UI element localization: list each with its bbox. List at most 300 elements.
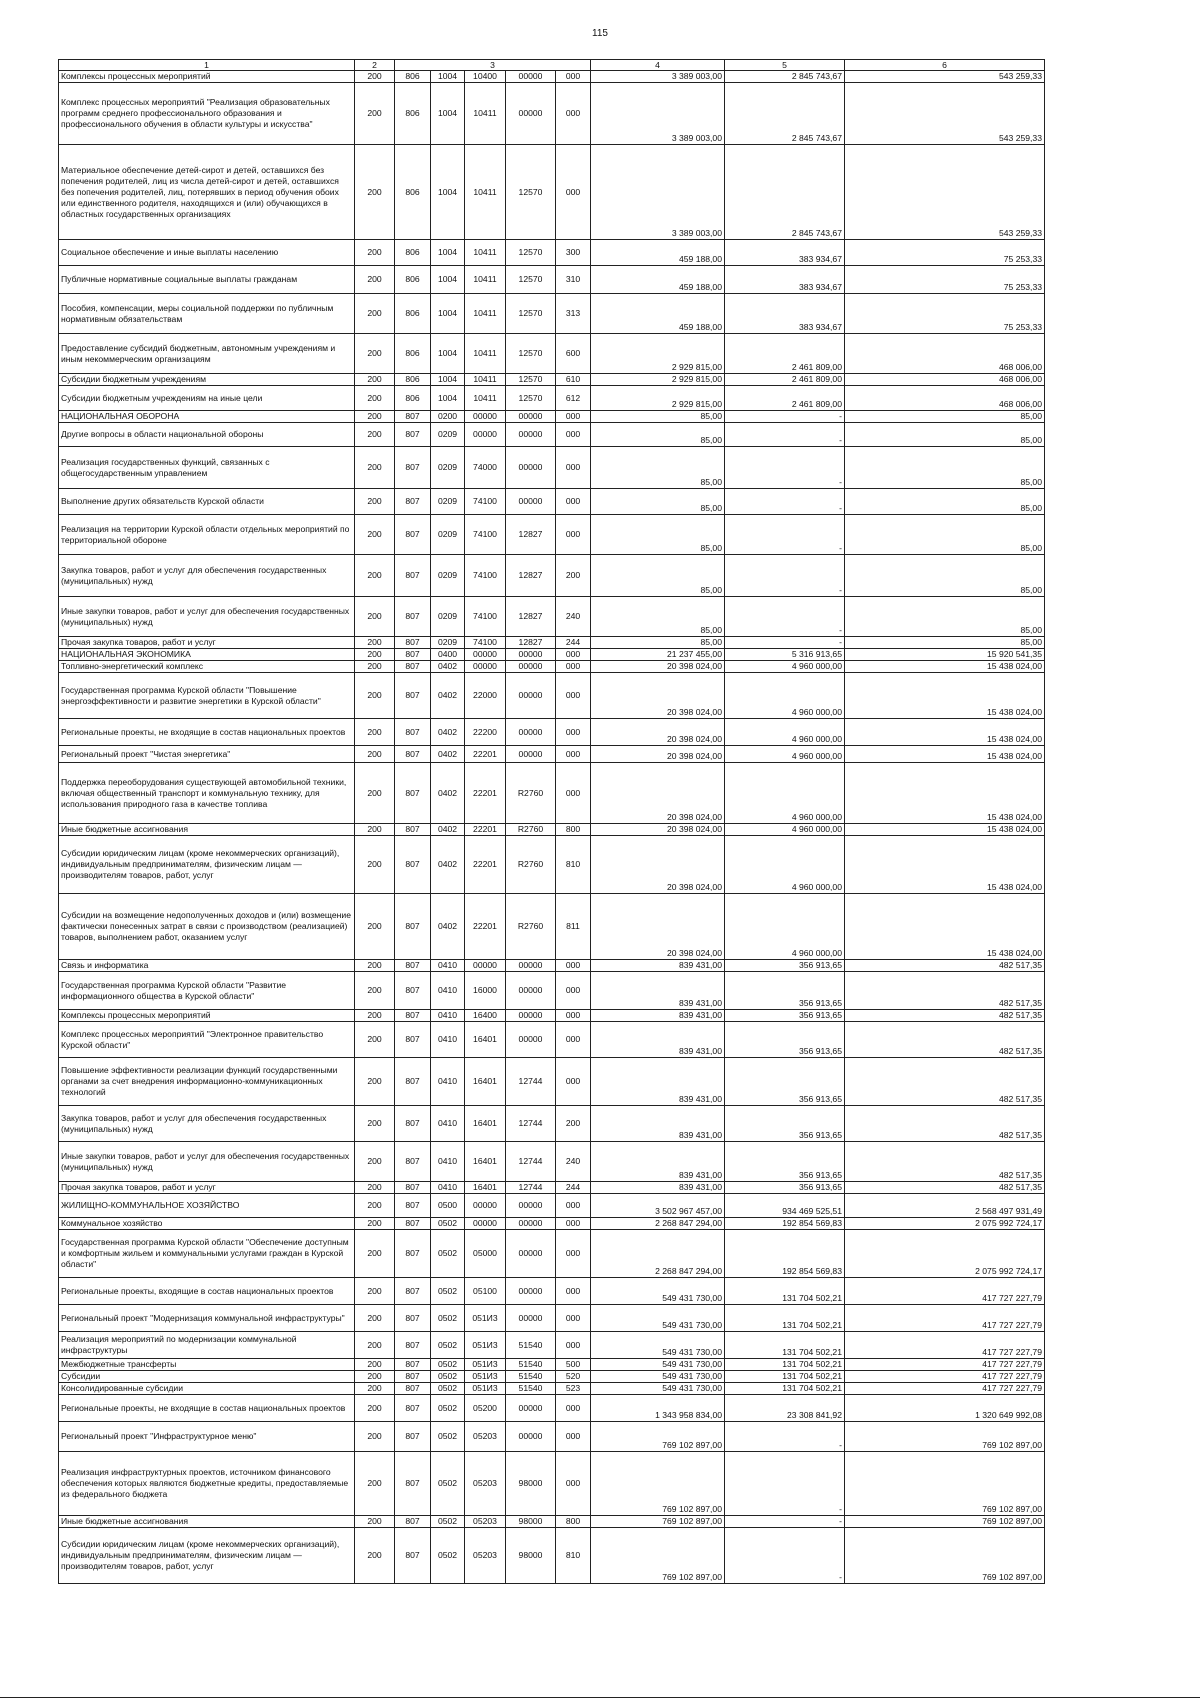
row-name: Прочая закупка товаров, работ и услуг <box>59 1182 355 1194</box>
row-code-section: 0410 <box>431 960 465 972</box>
row-code-expense-type: 000 <box>556 145 591 240</box>
row-code-section: 1004 <box>431 374 465 386</box>
table-row <box>59 1452 1045 1516</box>
table-row <box>59 1332 1045 1359</box>
row-amount-col5: 131 704 502,21 <box>725 1383 845 1395</box>
row-code-program: 22201 <box>465 763 506 824</box>
row-amount-col6: 482 517,35 <box>845 1182 1045 1194</box>
row-amount-col5: - <box>725 1452 845 1516</box>
row-amount-col5: - <box>725 1516 845 1528</box>
row-code-program: 22201 <box>465 836 506 894</box>
row-amount-col4: 85,00 <box>591 411 725 423</box>
row-amount-col4: 839 431,00 <box>591 1142 725 1182</box>
table-row <box>59 423 1045 447</box>
row-amount-col6: 543 259,33 <box>845 83 1045 145</box>
table-row <box>59 763 1045 824</box>
row-code-grbs: 200 <box>355 83 395 145</box>
row-name: Консолидированные субсидии <box>59 1383 355 1395</box>
row-amount-col6: 85,00 <box>845 447 1045 489</box>
row-code-grbs: 200 <box>355 836 395 894</box>
row-code-section: 0402 <box>431 661 465 673</box>
row-code-expense-type: 523 <box>556 1383 591 1395</box>
table-row <box>59 894 1045 960</box>
table-row <box>59 1516 1045 1528</box>
row-code-grbs: 200 <box>355 1359 395 1371</box>
row-amount-col5: 4 960 000,00 <box>725 824 845 836</box>
row-code-ministry: 807 <box>395 1371 431 1383</box>
row-amount-col4: 549 431 730,00 <box>591 1278 725 1305</box>
row-code-ministry: 807 <box>395 1182 431 1194</box>
row-name: Реализация на территории Курской области отдельных мероприятий по территориальной обороне <box>59 515 355 555</box>
row-code-expense-type: 000 <box>556 1332 591 1359</box>
row-name: Пособия, компенсации, меры социальной поддержки по публичным нормативным обязательствам <box>59 294 355 334</box>
row-code-grbs: 200 <box>355 649 395 661</box>
row-amount-col5: - <box>725 447 845 489</box>
row-code-ministry: 807 <box>395 1142 431 1182</box>
row-code-grbs: 200 <box>355 1194 395 1218</box>
row-amount-col4: 1 343 958 834,00 <box>591 1395 725 1422</box>
row-amount-col6: 417 727 227,79 <box>845 1278 1045 1305</box>
row-amount-col5: - <box>725 423 845 447</box>
row-code-program: 051И3 <box>465 1305 506 1332</box>
row-code-program: 16401 <box>465 1106 506 1142</box>
row-amount-col6: 482 517,35 <box>845 972 1045 1010</box>
row-amount-col5: - <box>725 489 845 515</box>
row-code-grbs: 200 <box>355 673 395 719</box>
row-code-expense-type: 000 <box>556 1022 591 1058</box>
row-code-grbs: 200 <box>355 1142 395 1182</box>
row-code-program: 051И3 <box>465 1359 506 1371</box>
row-code-expense-type: 000 <box>556 960 591 972</box>
row-code-expense-type: 240 <box>556 1142 591 1182</box>
row-amount-col5: 356 913,65 <box>725 1022 845 1058</box>
row-code-direction: 00000 <box>506 960 556 972</box>
row-amount-col5: 2 461 809,00 <box>725 386 845 411</box>
row-code-section: 0209 <box>431 637 465 649</box>
row-code-program: 10411 <box>465 83 506 145</box>
row-amount-col6: 85,00 <box>845 411 1045 423</box>
row-name: Субсидии на возмещение недополученных доходов и (или) возмещение фактически понесенных затрат в связи с производством (реализацией) товаров, выполнением работ, оказанием услуг <box>59 894 355 960</box>
row-code-grbs: 200 <box>355 746 395 763</box>
row-amount-col4: 20 398 024,00 <box>591 719 725 746</box>
row-code-section: 0402 <box>431 836 465 894</box>
row-code-grbs: 200 <box>355 637 395 649</box>
row-code-program: 00000 <box>465 1194 506 1218</box>
row-code-program: 16000 <box>465 972 506 1010</box>
row-code-grbs: 200 <box>355 1010 395 1022</box>
row-code-grbs: 200 <box>355 1058 395 1106</box>
row-code-section: 0402 <box>431 894 465 960</box>
row-amount-col6: 15 438 024,00 <box>845 719 1045 746</box>
row-amount-col6: 75 253,33 <box>845 294 1045 334</box>
row-amount-col6: 75 253,33 <box>845 240 1045 266</box>
row-code-direction: 00000 <box>506 1230 556 1278</box>
row-code-expense-type: 000 <box>556 447 591 489</box>
row-code-section: 0502 <box>431 1383 465 1395</box>
table-row <box>59 240 1045 266</box>
row-code-ministry: 807 <box>395 1218 431 1230</box>
row-name: Повышение эффективности реализации функций государственными органами за счет внедрения информационно-коммуникационных технологий <box>59 1058 355 1106</box>
row-amount-col5: - <box>725 637 845 649</box>
row-code-grbs: 200 <box>355 1528 395 1584</box>
row-name: Предоставление субсидий бюджетным, автономным учреждениям и иным некоммерческим организациям <box>59 334 355 374</box>
row-code-direction: 12570 <box>506 334 556 374</box>
row-amount-col4: 21 237 455,00 <box>591 649 725 661</box>
row-name: Субсидии юридическим лицам (кроме некоммерческих организаций), индивидуальным предпринимателям, физическим лицам — производителям товаров, работ, услуг <box>59 1528 355 1584</box>
row-amount-col4: 85,00 <box>591 555 725 597</box>
row-code-grbs: 200 <box>355 334 395 374</box>
table-row <box>59 1182 1045 1194</box>
row-code-ministry: 807 <box>395 597 431 637</box>
page-number: 115 <box>592 28 608 39</box>
row-code-direction: 00000 <box>506 972 556 1010</box>
row-code-grbs: 200 <box>355 515 395 555</box>
row-amount-col4: 839 431,00 <box>591 1022 725 1058</box>
table-body <box>59 71 1045 1584</box>
row-code-program: 74100 <box>465 489 506 515</box>
row-code-grbs: 200 <box>355 1305 395 1332</box>
row-code-expense-type: 000 <box>556 719 591 746</box>
row-name: Связь и информатика <box>59 960 355 972</box>
row-amount-col6: 482 517,35 <box>845 1142 1045 1182</box>
row-code-section: 0410 <box>431 1106 465 1142</box>
row-code-direction: 12744 <box>506 1142 556 1182</box>
row-code-grbs: 200 <box>355 489 395 515</box>
row-amount-col5: 4 960 000,00 <box>725 661 845 673</box>
row-code-direction: 12827 <box>506 555 556 597</box>
row-code-program: 16401 <box>465 1182 506 1194</box>
row-code-expense-type: 520 <box>556 1371 591 1383</box>
row-code-ministry: 806 <box>395 374 431 386</box>
row-code-program: 00000 <box>465 661 506 673</box>
row-code-ministry: 807 <box>395 1383 431 1395</box>
row-amount-col6: 417 727 227,79 <box>845 1359 1045 1371</box>
row-code-ministry: 807 <box>395 719 431 746</box>
row-amount-col4: 3 389 003,00 <box>591 145 725 240</box>
row-code-expense-type: 810 <box>556 836 591 894</box>
row-code-grbs: 200 <box>355 240 395 266</box>
table-row <box>59 1058 1045 1106</box>
row-amount-col5: - <box>725 555 845 597</box>
row-code-grbs: 200 <box>355 145 395 240</box>
row-amount-col6: 15 438 024,00 <box>845 746 1045 763</box>
table-row <box>59 836 1045 894</box>
row-code-direction: 12570 <box>506 145 556 240</box>
row-code-section: 0402 <box>431 824 465 836</box>
row-code-expense-type: 000 <box>556 83 591 145</box>
row-code-direction: 00000 <box>506 746 556 763</box>
row-name: Субсидии бюджетным учреждениям на иные цели <box>59 386 355 411</box>
row-amount-col6: 417 727 227,79 <box>845 1383 1045 1395</box>
row-amount-col5: 4 960 000,00 <box>725 836 845 894</box>
row-amount-col5: 4 960 000,00 <box>725 763 845 824</box>
row-code-expense-type: 200 <box>556 555 591 597</box>
row-name: Региональные проекты, не входящие в состав национальных проектов <box>59 719 355 746</box>
row-code-grbs: 200 <box>355 266 395 294</box>
row-amount-col4: 20 398 024,00 <box>591 894 725 960</box>
table-row <box>59 972 1045 1010</box>
row-code-section: 0402 <box>431 763 465 824</box>
row-code-direction: 12570 <box>506 240 556 266</box>
row-code-grbs: 200 <box>355 71 395 83</box>
page-bottom-rule <box>0 1697 1200 1698</box>
row-code-ministry: 807 <box>395 1278 431 1305</box>
table-row <box>59 1278 1045 1305</box>
row-amount-col6: 769 102 897,00 <box>845 1452 1045 1516</box>
row-code-section: 0502 <box>431 1371 465 1383</box>
row-name: Топливно-энергетический комплекс <box>59 661 355 673</box>
row-code-section: 0209 <box>431 423 465 447</box>
row-code-grbs: 200 <box>355 386 395 411</box>
row-code-ministry: 807 <box>395 1230 431 1278</box>
row-code-direction: 51540 <box>506 1371 556 1383</box>
row-code-grbs: 200 <box>355 1182 395 1194</box>
row-code-direction: 12827 <box>506 515 556 555</box>
row-code-section: 0502 <box>431 1230 465 1278</box>
row-amount-col4: 769 102 897,00 <box>591 1422 725 1452</box>
row-code-expense-type: 000 <box>556 1194 591 1218</box>
row-amount-col5: 2 845 743,67 <box>725 83 845 145</box>
table-row <box>59 145 1045 240</box>
row-amount-col4: 839 431,00 <box>591 960 725 972</box>
row-code-section: 0209 <box>431 489 465 515</box>
row-amount-col4: 769 102 897,00 <box>591 1452 725 1516</box>
row-code-ministry: 806 <box>395 294 431 334</box>
row-amount-col6: 15 438 024,00 <box>845 836 1045 894</box>
row-code-section: 1004 <box>431 71 465 83</box>
row-code-direction: R2760 <box>506 894 556 960</box>
row-code-program: 10411 <box>465 374 506 386</box>
row-amount-col4: 20 398 024,00 <box>591 746 725 763</box>
row-code-direction: 00000 <box>506 1218 556 1230</box>
row-code-section: 0502 <box>431 1332 465 1359</box>
row-name: Субсидии бюджетным учреждениям <box>59 374 355 386</box>
row-name: НАЦИОНАЛЬНАЯ ОБОРОНА <box>59 411 355 423</box>
row-code-direction: 12744 <box>506 1106 556 1142</box>
table-row <box>59 960 1045 972</box>
row-code-expense-type: 000 <box>556 1395 591 1422</box>
row-code-section: 0402 <box>431 673 465 719</box>
row-code-program: 051И3 <box>465 1332 506 1359</box>
row-code-grbs: 200 <box>355 597 395 637</box>
row-amount-col5: 131 704 502,21 <box>725 1332 845 1359</box>
row-amount-col5: 4 960 000,00 <box>725 673 845 719</box>
row-code-expense-type: 000 <box>556 1452 591 1516</box>
row-code-ministry: 807 <box>395 763 431 824</box>
row-code-expense-type: 000 <box>556 673 591 719</box>
header-col-6: 6 <box>845 60 1045 71</box>
row-code-direction: 00000 <box>506 661 556 673</box>
row-code-ministry: 807 <box>395 1010 431 1022</box>
row-amount-col6: 15 438 024,00 <box>845 824 1045 836</box>
row-amount-col6: 769 102 897,00 <box>845 1528 1045 1584</box>
table-row <box>59 824 1045 836</box>
row-code-ministry: 807 <box>395 1359 431 1371</box>
row-amount-col6: 85,00 <box>845 515 1045 555</box>
row-amount-col6: 15 438 024,00 <box>845 661 1045 673</box>
row-amount-col4: 20 398 024,00 <box>591 836 725 894</box>
row-code-direction: 12570 <box>506 294 556 334</box>
row-amount-col5: 5 316 913,65 <box>725 649 845 661</box>
row-amount-col6: 482 517,35 <box>845 1022 1045 1058</box>
row-amount-col4: 20 398 024,00 <box>591 661 725 673</box>
row-code-expense-type: 500 <box>556 1359 591 1371</box>
row-name: Региональный проект "Инфраструктурное меню" <box>59 1422 355 1452</box>
row-code-expense-type: 000 <box>556 649 591 661</box>
row-code-direction: 00000 <box>506 71 556 83</box>
row-code-grbs: 200 <box>355 1516 395 1528</box>
row-amount-col5: 356 913,65 <box>725 1058 845 1106</box>
row-code-direction: 00000 <box>506 1022 556 1058</box>
row-code-direction: 98000 <box>506 1528 556 1584</box>
row-amount-col4: 769 102 897,00 <box>591 1528 725 1584</box>
row-code-expense-type: 244 <box>556 1182 591 1194</box>
row-code-expense-type: 810 <box>556 1528 591 1584</box>
row-code-direction: 00000 <box>506 1278 556 1305</box>
row-code-section: 0502 <box>431 1278 465 1305</box>
table-row <box>59 661 1045 673</box>
row-name: Материальное обеспечение детей-сирот и детей, оставшихся без попечения родителей, лиц из числа детей-сирот и детей, оставшихся без попечения родителей, лиц, потерявших в период обучения обоих или единственного родителя, находящихся и (или) обучающихся в областных государственных организациях <box>59 145 355 240</box>
row-code-program: 05203 <box>465 1528 506 1584</box>
row-code-section: 0209 <box>431 447 465 489</box>
row-code-direction: 51540 <box>506 1383 556 1395</box>
table-row <box>59 294 1045 334</box>
row-code-ministry: 807 <box>395 1516 431 1528</box>
row-code-section: 0502 <box>431 1305 465 1332</box>
row-amount-col6: 15 438 024,00 <box>845 673 1045 719</box>
row-code-grbs: 200 <box>355 447 395 489</box>
row-code-ministry: 807 <box>395 960 431 972</box>
row-code-program: 10411 <box>465 145 506 240</box>
row-code-section: 0410 <box>431 1010 465 1022</box>
row-code-expense-type: 000 <box>556 1305 591 1332</box>
row-code-program: 00000 <box>465 649 506 661</box>
table-row <box>59 637 1045 649</box>
row-code-ministry: 807 <box>395 1022 431 1058</box>
row-code-section: 0402 <box>431 746 465 763</box>
row-code-ministry: 807 <box>395 1528 431 1584</box>
row-amount-col6: 15 438 024,00 <box>845 763 1045 824</box>
row-code-program: 22201 <box>465 746 506 763</box>
row-amount-col4: 549 431 730,00 <box>591 1383 725 1395</box>
row-code-expense-type: 313 <box>556 294 591 334</box>
row-code-grbs: 200 <box>355 1371 395 1383</box>
row-code-ministry: 807 <box>395 423 431 447</box>
row-code-program: 16401 <box>465 1142 506 1182</box>
row-code-program: 74100 <box>465 597 506 637</box>
table-row <box>59 83 1045 145</box>
row-name: Субсидии <box>59 1371 355 1383</box>
row-code-section: 0502 <box>431 1395 465 1422</box>
row-code-program: 74100 <box>465 555 506 597</box>
row-code-section: 1004 <box>431 266 465 294</box>
row-code-grbs: 200 <box>355 1106 395 1142</box>
row-amount-col4: 839 431,00 <box>591 1182 725 1194</box>
table-row <box>59 649 1045 661</box>
row-code-program: 74100 <box>465 637 506 649</box>
budget-table <box>58 59 1045 1584</box>
row-code-section: 0502 <box>431 1516 465 1528</box>
row-name: Региональный проект "Чистая энергетика" <box>59 746 355 763</box>
row-amount-col6: 85,00 <box>845 555 1045 597</box>
row-code-ministry: 807 <box>395 673 431 719</box>
row-code-expense-type: 000 <box>556 1218 591 1230</box>
row-code-ministry: 807 <box>395 411 431 423</box>
row-code-ministry: 806 <box>395 334 431 374</box>
row-amount-col4: 3 502 967 457,00 <box>591 1194 725 1218</box>
row-code-direction: 12744 <box>506 1058 556 1106</box>
row-code-program: 16400 <box>465 1010 506 1022</box>
row-amount-col4: 839 431,00 <box>591 1010 725 1022</box>
row-code-direction: 12570 <box>506 374 556 386</box>
row-code-ministry: 807 <box>395 489 431 515</box>
table-header <box>59 60 1045 71</box>
row-amount-col4: 85,00 <box>591 489 725 515</box>
row-code-direction: 00000 <box>506 423 556 447</box>
row-amount-col5: 356 913,65 <box>725 972 845 1010</box>
row-amount-col6: 85,00 <box>845 423 1045 447</box>
row-code-ministry: 807 <box>395 824 431 836</box>
row-code-grbs: 200 <box>355 972 395 1010</box>
row-amount-col6: 769 102 897,00 <box>845 1516 1045 1528</box>
row-amount-col6: 417 727 227,79 <box>845 1371 1045 1383</box>
row-name: Государственная программа Курской области "Развитие информационного общества в Курской области" <box>59 972 355 1010</box>
table-row <box>59 374 1045 386</box>
row-amount-col4: 3 389 003,00 <box>591 71 725 83</box>
row-amount-col5: 356 913,65 <box>725 1010 845 1022</box>
row-code-grbs: 200 <box>355 960 395 972</box>
row-code-direction: 00000 <box>506 1395 556 1422</box>
row-name: Субсидии юридическим лицам (кроме некоммерческих организаций), индивидуальным предпринимателям, физическим лицам — производителям товаров, работ, услуг <box>59 836 355 894</box>
row-amount-col5: 2 845 743,67 <box>725 71 845 83</box>
table-row <box>59 597 1045 637</box>
row-amount-col4: 85,00 <box>591 597 725 637</box>
row-code-ministry: 807 <box>395 1106 431 1142</box>
row-amount-col6: 85,00 <box>845 637 1045 649</box>
table-row <box>59 411 1045 423</box>
row-amount-col4: 2 929 815,00 <box>591 374 725 386</box>
row-amount-col5: 383 934,67 <box>725 266 845 294</box>
row-amount-col6: 15 920 541,35 <box>845 649 1045 661</box>
row-code-grbs: 200 <box>355 894 395 960</box>
row-code-section: 0200 <box>431 411 465 423</box>
row-code-ministry: 806 <box>395 71 431 83</box>
row-code-direction: 00000 <box>506 1194 556 1218</box>
row-amount-col6: 85,00 <box>845 597 1045 637</box>
row-code-section: 0500 <box>431 1194 465 1218</box>
row-amount-col4: 459 188,00 <box>591 294 725 334</box>
row-amount-col4: 769 102 897,00 <box>591 1516 725 1528</box>
header-col-4: 4 <box>591 60 725 71</box>
row-amount-col4: 3 389 003,00 <box>591 83 725 145</box>
row-amount-col4: 20 398 024,00 <box>591 763 725 824</box>
row-amount-col5: 4 960 000,00 <box>725 746 845 763</box>
row-code-program: 10400 <box>465 71 506 83</box>
row-code-grbs: 200 <box>355 1230 395 1278</box>
row-code-expense-type: 000 <box>556 411 591 423</box>
row-code-direction: 51540 <box>506 1359 556 1371</box>
row-code-direction: 12827 <box>506 597 556 637</box>
row-code-grbs: 200 <box>355 555 395 597</box>
row-code-expense-type: 600 <box>556 334 591 374</box>
row-code-direction: 12827 <box>506 637 556 649</box>
table-row <box>59 1395 1045 1422</box>
row-code-grbs: 200 <box>355 719 395 746</box>
row-code-direction: 00000 <box>506 489 556 515</box>
row-code-section: 0410 <box>431 1142 465 1182</box>
row-code-program: 22201 <box>465 824 506 836</box>
row-amount-col4: 85,00 <box>591 637 725 649</box>
